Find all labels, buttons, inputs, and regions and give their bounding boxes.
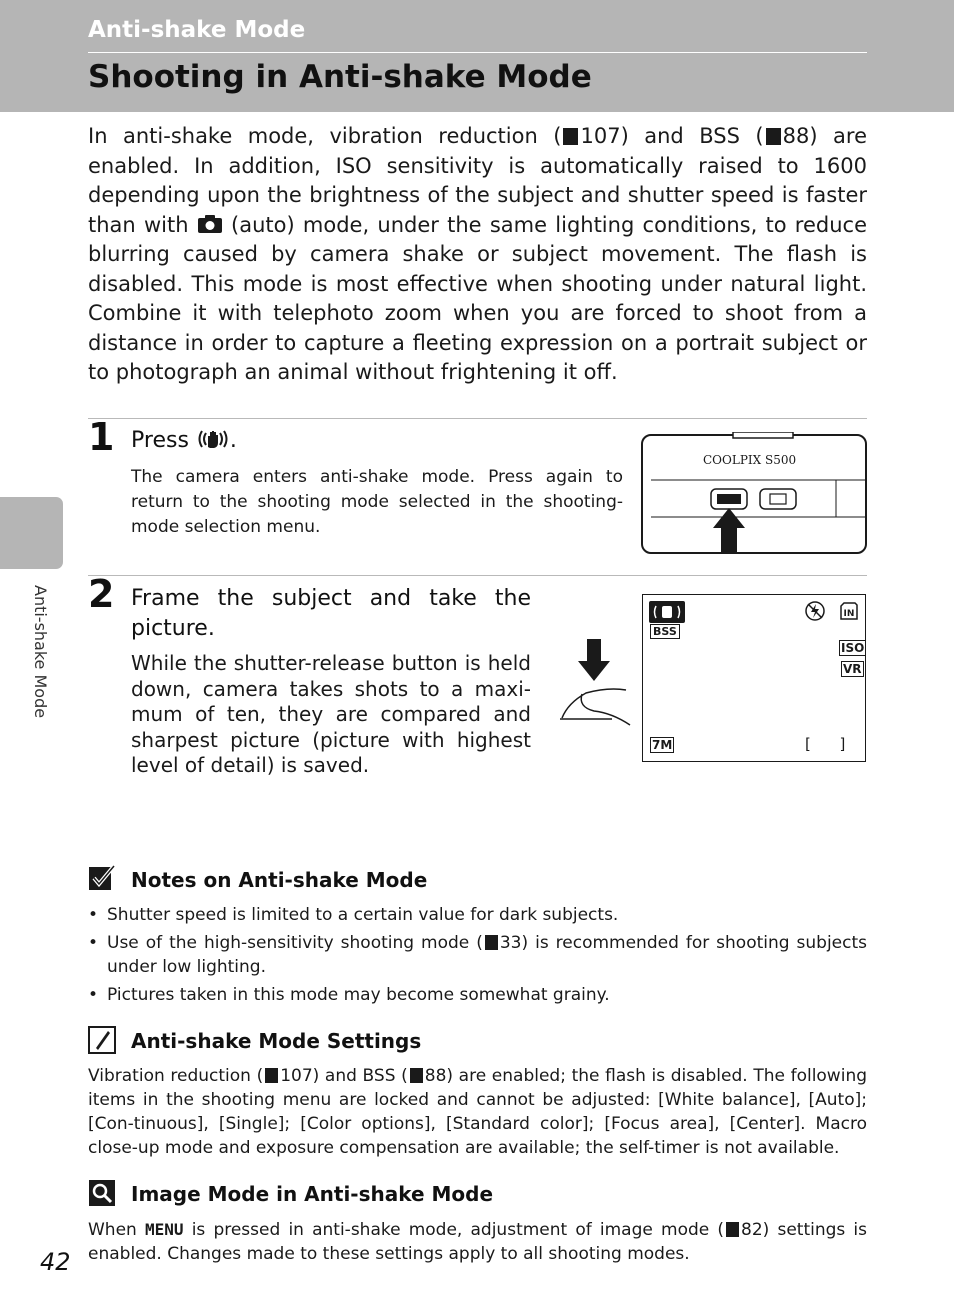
- lcd-monitor: [642, 594, 866, 762]
- settings-heading: Anti-shake Mode Settings: [131, 1029, 422, 1053]
- note-text-2: ) is recommended for shooting subjects under low lighting.: [107, 933, 868, 977]
- step-2-title: Frame the subject and take the picture.: [131, 586, 531, 641]
- note-text-1: Use of the high-sensitivity shooting mode (: [107, 933, 483, 953]
- page-reference-icon: [563, 128, 578, 145]
- page-reference-icon: [726, 1222, 739, 1237]
- note-ref: 33: [499, 933, 522, 953]
- memo-note-icon: [88, 1026, 116, 1054]
- lcd-focus-brackets: [ ]: [805, 735, 846, 753]
- settings-paragraph: [88, 1064, 867, 1160]
- intro-ref-2: 88: [782, 124, 810, 148]
- lcd-vr-label: VR: [843, 662, 862, 676]
- camera-model-label: COOLPIX S500: [703, 453, 797, 467]
- intro-text-4: (auto) mode, under the same lighting conditions, to reduce blurring caused by camera shake or subject movement. The flash is disabled. This mode is most effective when shooting under natural light. Combine it with telephoto zoom when you are forced to shoot from a distance in order to capture a fleeting expression on a portrait subject or to photograph an animal without frightening it off.: [88, 212, 868, 384]
- step-2-number: 2: [88, 572, 115, 616]
- header-band: [0, 0, 954, 112]
- list-item: • Pictures taken in this mode may become somewhat grainy.: [88, 983, 867, 1007]
- step-1-title-suffix: .: [229, 428, 237, 453]
- camera-auto-mode-icon: [197, 214, 223, 234]
- page-reference-icon: [485, 935, 498, 950]
- image-mode-ref: 82: [741, 1220, 763, 1240]
- page-reference-icon: [766, 128, 781, 145]
- image-mode-heading: Image Mode in Anti-shake Mode: [131, 1182, 494, 1206]
- settings-text-2: ) and BSS (: [312, 1066, 408, 1086]
- intro-text-1: In anti-shake mode, vibration reduction (: [88, 124, 562, 148]
- flash-off-icon: [805, 601, 825, 621]
- list-item: • Shutter speed is limited to a certain value for dark subjects.: [88, 903, 867, 927]
- page-title: Shooting in Anti-shake Mode: [88, 59, 592, 95]
- side-thumb-tab: [0, 497, 63, 569]
- svg-text:IN: IN: [843, 609, 855, 619]
- lcd-image-mode-label: 7M: [652, 738, 673, 752]
- header-divider: [88, 52, 867, 53]
- step-1-number: 1: [88, 415, 115, 459]
- settings-text-1: Vibration reduction (: [88, 1066, 264, 1086]
- image-mode-text-2: is pressed in anti-shake mode, adjustment of image mode (: [191, 1220, 725, 1240]
- camera-body-illustration: [641, 432, 868, 556]
- shutter-press-illustration: [556, 637, 634, 729]
- lcd-anti-shake-icon: [649, 601, 685, 623]
- step-1-divider: [88, 418, 867, 419]
- section-label: Anti-shake Mode: [88, 17, 306, 43]
- page-reference-icon: [265, 1068, 278, 1083]
- menu-button-label: MENU: [145, 1220, 184, 1239]
- settings-ref-1: 107: [280, 1066, 313, 1086]
- page-reference-icon: [410, 1068, 423, 1083]
- settings-text-3: ) are enabled; the flash is disabled. The following items in the shooting menu are locked and cannot be adjusted: [White balance], [Auto]; [Con-tinuous], [Single]; [Color options], [Standard color]; [Focus area], [Center]. Macro close-up mode and exposure compensation are available; the self-timer is not available.: [88, 1066, 868, 1158]
- lcd-bss-label: BSS: [650, 624, 680, 639]
- anti-shake-icon: [196, 428, 230, 450]
- side-section-label: Anti-shake Mode: [31, 585, 50, 719]
- internal-memory-icon: [839, 601, 859, 621]
- page-number: 42: [40, 1248, 71, 1276]
- step-2-body: While the shutter-release button is held down, camera takes shots to a maxi-mum of ten, they are compared and sharpest picture (picture with highest level of detail) is saved.: [131, 651, 531, 777]
- intro-text-3: ) are enabled. In addition, ISO sensitivity is automatically raised to 1600 depending upon the brightness of the subject and shutter speed is faster than with: [88, 124, 867, 237]
- image-mode-text-1: When: [88, 1220, 137, 1240]
- intro-paragraph: [88, 122, 867, 388]
- intro-ref-1: 107: [580, 124, 621, 148]
- magnifier-icon: [88, 1179, 116, 1207]
- intro-text-2: ) and BSS (: [620, 124, 764, 148]
- settings-ref-2: 88: [424, 1066, 447, 1086]
- step-1-body: The camera enters anti-shake mode. Press again to return to the shooting mode selected in the shooting-mode selection menu.: [131, 467, 623, 537]
- step-1-title-prefix: Press: [131, 428, 189, 453]
- image-mode-text-3: ) settings is enabled. Changes made to these settings apply to all shooting modes.: [88, 1220, 868, 1264]
- notes-heading: Notes on Anti-shake Mode: [131, 868, 428, 892]
- check-mark-icon: [88, 864, 116, 892]
- lcd-iso-label: ISO: [841, 641, 865, 655]
- image-mode-paragraph: [88, 1218, 867, 1266]
- notes-list: [88, 903, 867, 1011]
- step-1-title: [131, 428, 237, 453]
- list-item: [88, 931, 867, 979]
- step-2-divider: [88, 575, 867, 576]
